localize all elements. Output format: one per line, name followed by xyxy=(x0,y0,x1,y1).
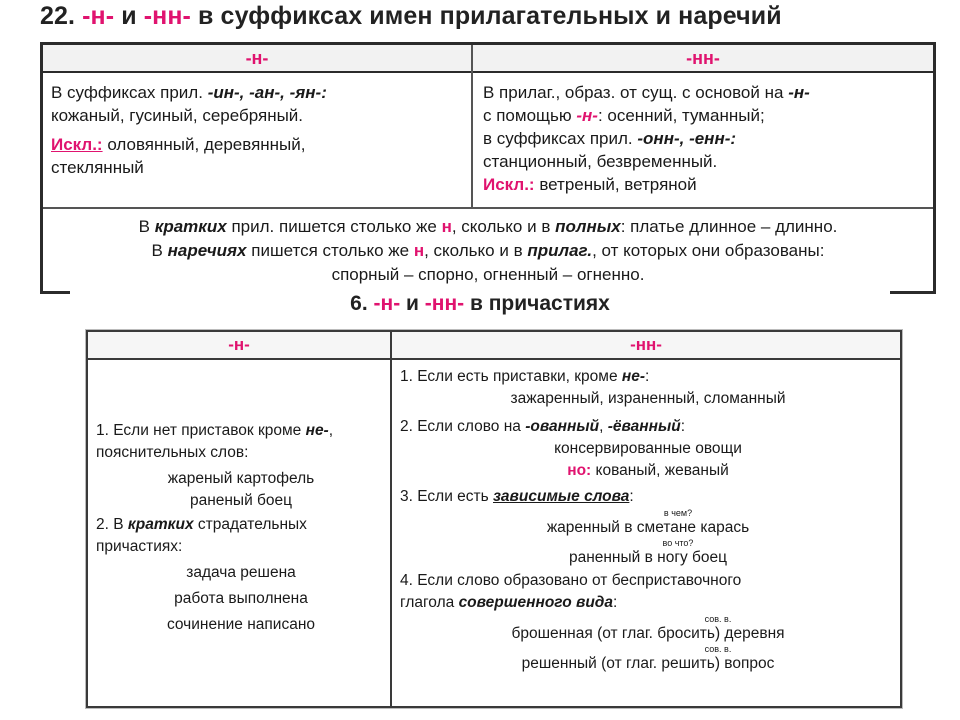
question-annotation: в чем? xyxy=(663,508,693,518)
text: 2. Если слово на xyxy=(400,418,521,435)
example-5-block xyxy=(400,538,896,568)
emphasis: кратких xyxy=(154,217,227,236)
text: 2. В xyxy=(96,516,124,533)
exception-label: Искл.: xyxy=(483,175,535,194)
exception-label: Искл.: xyxy=(51,135,103,154)
rule-text: В суффиксах прил. xyxy=(51,83,203,102)
section2-title-n: -н- xyxy=(373,292,401,315)
exception-line xyxy=(51,133,467,156)
example-words: : осенний, туманный; xyxy=(597,106,765,125)
emphasis: полных xyxy=(555,217,621,236)
but-label: но: xyxy=(567,462,592,479)
section2-title-rest: в причастиях xyxy=(470,292,610,315)
example-5: раненный в ногу боец xyxy=(568,549,728,566)
column-header-nn: -нн- xyxy=(473,45,933,73)
example-line: кожаный, гусиный, серебряный. xyxy=(51,106,304,125)
row-divider xyxy=(43,207,933,209)
text: 3. Если есть xyxy=(400,488,489,505)
suffix: -ёванный xyxy=(607,418,681,435)
adverbs-rule xyxy=(43,239,933,263)
column-header-nn: -нн- xyxy=(392,332,900,360)
exception-words: оловянный, деревянный, xyxy=(107,135,306,154)
example-2: консервированные овощи xyxy=(554,440,742,457)
example-1: зажаренный, израненный, сломанный xyxy=(510,390,786,407)
section2-title-number: 6. xyxy=(350,292,368,315)
section2-title-nn: -нн- xyxy=(424,292,465,315)
example-4: жаренный в сметане карась xyxy=(546,519,750,536)
text: : xyxy=(629,488,634,505)
right-column-nn-rules xyxy=(483,81,931,196)
rule-text: с помощью xyxy=(483,106,572,125)
text: страдательных xyxy=(197,516,307,533)
section1-title-nn: -нн- xyxy=(143,2,191,30)
section2-title xyxy=(0,292,960,316)
rule-1 xyxy=(400,366,896,388)
rule-2 xyxy=(96,514,386,536)
text: пишется столько же xyxy=(251,241,410,260)
text: В xyxy=(138,217,150,236)
text: : xyxy=(645,368,650,385)
rule-1 xyxy=(96,420,386,464)
rule-2 xyxy=(400,416,896,438)
letter: н xyxy=(413,241,425,260)
section1-title-number: 22. xyxy=(40,2,76,30)
rule-text: В прилаг., образ. от сущ. с основой на xyxy=(483,83,784,102)
rule-3 xyxy=(400,486,896,508)
aspect-annotation: сов. в. xyxy=(704,614,732,624)
emphasis: наречиях xyxy=(167,241,247,260)
exception-words: кованый, жеваный xyxy=(595,462,729,479)
question-annotation: во что? xyxy=(662,538,694,548)
text: В xyxy=(151,241,163,260)
text: , сколько и в xyxy=(424,241,523,260)
right-column-nn-participles xyxy=(400,366,896,674)
example-3 xyxy=(400,460,896,482)
example-line: станционный, безвременный. xyxy=(483,152,718,171)
emphasis: совершенного вида xyxy=(458,594,614,611)
left-column-n-participles xyxy=(96,420,386,636)
text: глагола xyxy=(400,594,455,611)
text: 1. Если нет приставок кроме xyxy=(96,422,302,439)
column-header-n: -н- xyxy=(88,332,390,360)
example-2: раненый боец xyxy=(189,492,293,509)
suffix-list: -ин-, -ан-, -ян-: xyxy=(207,83,327,102)
text: , от которых они образованы: xyxy=(592,241,825,260)
example-3: задача решена xyxy=(186,564,296,581)
rule-text: в суффиксах прил. xyxy=(483,129,633,148)
aspect-annotation: сов. в. xyxy=(704,644,732,654)
text: , пояснительных слов: xyxy=(96,422,334,461)
example-4: работа выполнена xyxy=(174,590,308,607)
text: 1. Если есть приставки, кроме xyxy=(400,368,618,385)
short-forms-adverbs-rules xyxy=(43,215,933,287)
section1-title xyxy=(40,2,940,42)
text: , xyxy=(599,418,604,435)
section1-title-n: -н- xyxy=(82,2,115,30)
exception-words: ветреный, ветряной xyxy=(539,175,697,194)
rule-4: 4. Если слово образовано от бесприставочного xyxy=(400,572,742,589)
suffix: -н- xyxy=(576,106,598,125)
adverbs-example: спорный – спорно, огненный – огненно. xyxy=(331,265,645,284)
example-5: сочинение написано xyxy=(166,616,316,633)
text: , сколько и в xyxy=(451,217,551,236)
suffix-list: -онн-, -енн-: xyxy=(637,129,737,148)
adjectives-rules-table xyxy=(40,42,936,294)
exception-line-2: стеклянный xyxy=(51,158,144,177)
suffix: -ованный xyxy=(525,418,600,435)
example-6: брошенная (от глаг. бросить) деревня xyxy=(511,625,785,642)
rule-line xyxy=(483,127,931,150)
example-4-block xyxy=(400,508,896,538)
example-6-block xyxy=(400,614,896,644)
column-header-n: -н- xyxy=(43,45,471,73)
column-divider xyxy=(471,45,473,207)
left-column-n-rules xyxy=(51,81,467,179)
example-7: решенный (от глаг. решить) вопрос xyxy=(521,655,775,672)
prefix: не- xyxy=(305,422,329,439)
example-1: жареный картофель xyxy=(167,470,315,487)
example-7-block xyxy=(400,644,896,674)
text: : xyxy=(680,418,686,435)
rule-line xyxy=(51,81,467,104)
emphasis: зависимые слова xyxy=(493,488,630,505)
column-divider xyxy=(390,332,392,706)
text: : xyxy=(613,594,618,611)
emphasis: прилаг. xyxy=(527,241,593,260)
rule-2-cont: причастиях: xyxy=(96,538,183,555)
exception-line xyxy=(483,173,931,196)
rule-line xyxy=(483,104,931,127)
text: прил. пишется столько же xyxy=(231,217,437,236)
emphasis: кратких xyxy=(127,516,194,533)
participles-rules-table xyxy=(86,330,902,708)
section1-title-rest: в суффиксах имен прилагательных и наречий xyxy=(198,2,782,30)
letter: н xyxy=(441,217,452,236)
example: : платье длинное – длинно. xyxy=(620,217,838,236)
section2-title-and: и xyxy=(406,292,419,315)
rule-4-cont xyxy=(400,592,896,614)
suffix: -н- xyxy=(788,83,810,102)
prefix: не- xyxy=(621,368,646,385)
rule-line xyxy=(483,81,931,104)
section1-title-and: и xyxy=(121,2,137,30)
short-adjectives-rule xyxy=(43,215,933,239)
